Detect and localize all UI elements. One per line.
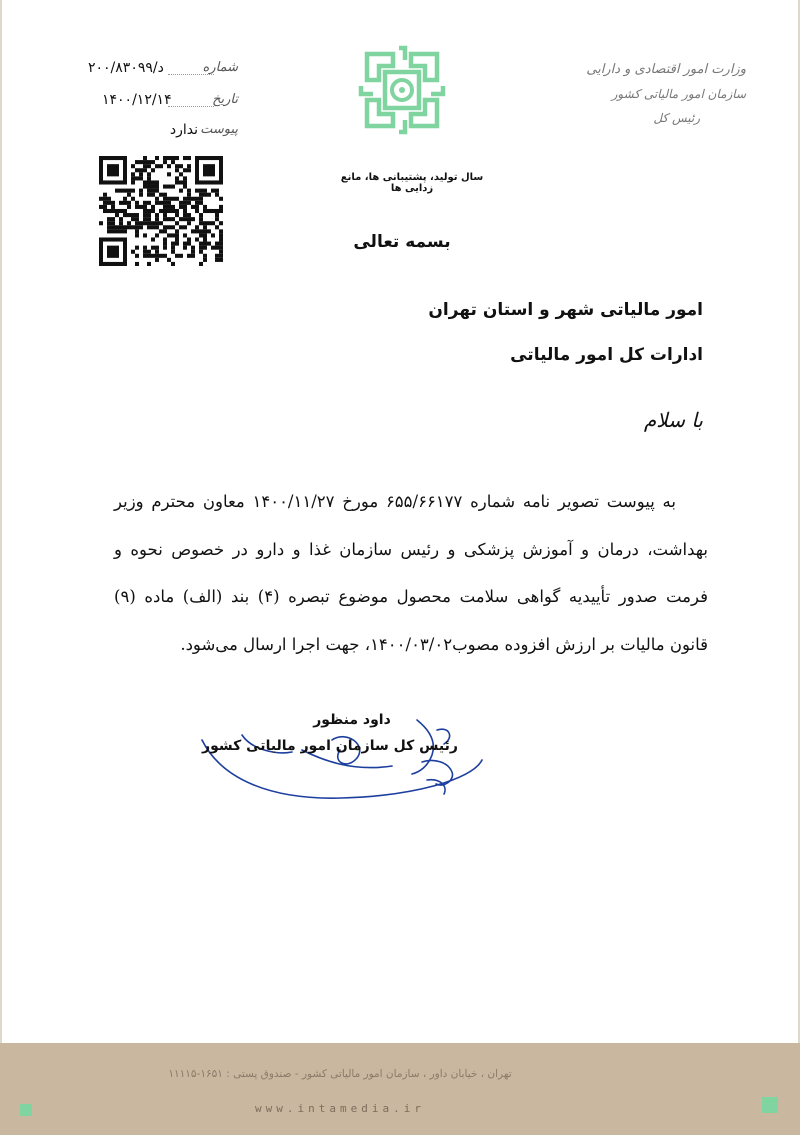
letter-body: به پیوست تصویر نامه شماره ۶۵۵/۶۶۱۷۷ مورخ ۱۴۰۰/۱۱/۲۷ معاون محترم وزیر بهداشت، درمان و آموزش پزشکی و رئیس سازمان غذا و دارو در خصوص نحوه و فرمت صدور تأییدیه گواهی سلامت محصول موضوع تبصره (۴) بند (الف) ماده (۹) قانون مالیات بر ارزش افزوده مصوب۱۴۰۰/۰۳/۰۲، جهت اجرا ارسال می‌شود. — [114, 492, 708, 654]
number-label: شماره — [202, 60, 238, 75]
corner-square-right-icon — [762, 1097, 778, 1113]
greeting: با سلام — [643, 408, 703, 432]
addressee-line-1: امور مالیاتی شهر و استان تهران — [428, 300, 703, 320]
signatory-title: رئیس کل سازمان امور مالیاتی کشور — [202, 738, 458, 754]
footer-address: تهران ، خیابان داور ، سازمان امور مالیاتی کشور - صندوق پستی : ۱۶۵۱-۱۱۱۱۵ — [168, 1068, 512, 1080]
attachment-value: ندارد — [169, 122, 198, 138]
footer-website: www.intamedia.ir — [255, 1102, 425, 1115]
year-slogan: سال تولید، پشتیبانی ها، مانع زدایی ها — [340, 172, 484, 194]
office-name: رئیس کل — [653, 111, 700, 125]
ministry-name: وزارت امور اقتصادی و دارایی — [586, 62, 746, 77]
addressee-line-2: ادارات کل امور مالیاتی — [510, 345, 703, 365]
corner-square-left-icon — [20, 1104, 32, 1116]
letter-date: ۱۴۰۰/۱۲/۱۴ — [102, 92, 172, 108]
letter-date-row — [88, 92, 238, 114]
attachment-label: پیوست — [200, 122, 238, 137]
organization-name: سازمان امور مالیاتی کشور — [611, 87, 746, 101]
ministry-header — [546, 58, 746, 130]
basmala: بسمه تعالی — [353, 232, 451, 252]
date-label: تاریخ — [212, 92, 238, 107]
letter-number: د/۲۰۰/۸۳۰۹۹ — [88, 60, 164, 76]
tax-organization-emblem-icon — [357, 44, 447, 136]
letter-number-row — [88, 60, 238, 82]
letter-attachment-row — [88, 122, 238, 144]
qr-code-icon — [99, 156, 223, 266]
signatory-name: داود منظور — [313, 712, 391, 728]
